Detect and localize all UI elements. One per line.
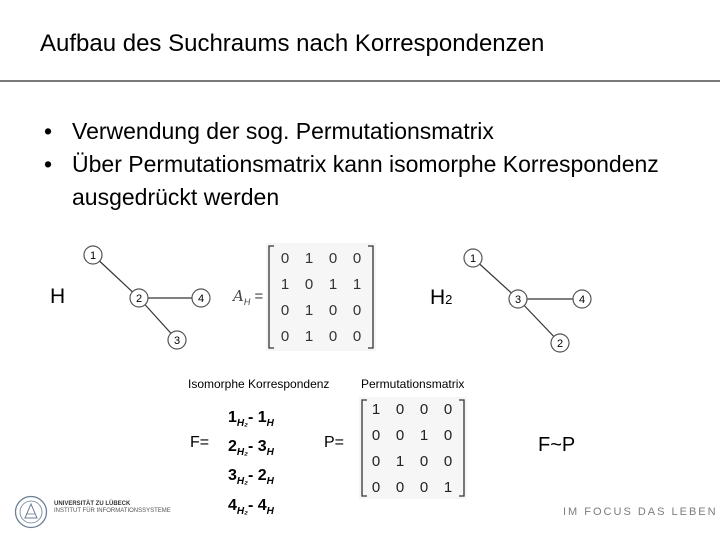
matrix-cell: 1	[443, 479, 453, 496]
matrix-cell: 1	[328, 276, 338, 293]
matrix-cell: 0	[280, 328, 290, 345]
node-label: 3	[173, 335, 181, 347]
correspondence-row: $1_{H_2}-$ $1_H$	[228, 409, 274, 430]
bullet-item	[44, 115, 684, 148]
matrix-cell: 0	[352, 302, 362, 319]
matrix-cell: 1	[419, 427, 429, 444]
matrix-cell: 0	[328, 328, 338, 345]
adjacency-equals: =	[254, 288, 264, 305]
bullet-symbol: •	[44, 151, 53, 177]
matrix-cell: 0	[352, 250, 362, 267]
graph-h2-label-sub: 2	[445, 292, 453, 307]
permutation-matrix	[359, 397, 467, 499]
university-line-2: INSTITUT FÜR INFORMATIONSSYSTEME	[54, 508, 171, 514]
graph-node	[573, 290, 591, 308]
university-name	[54, 501, 171, 515]
correspondence-list	[228, 406, 274, 523]
bullet-text: Über Permutationsmatrix kann isomorphe Korrespondenz ausgedrückt werden	[72, 151, 659, 210]
matrix-cell: 1	[304, 328, 314, 345]
adjacency-label-letter: A	[233, 287, 244, 305]
graph-h2	[455, 242, 605, 360]
matrix-cell: 1	[304, 302, 314, 319]
adjacency-label	[233, 287, 263, 307]
graph-h2-label-letter: H	[430, 286, 446, 309]
matrix-cell: 0	[280, 250, 290, 267]
bullet-list	[44, 115, 684, 214]
matrix-cell: 0	[443, 401, 453, 418]
university-seal-icon	[14, 495, 48, 529]
graph-node	[192, 289, 210, 307]
permutation-prefix: P=	[324, 434, 345, 451]
matrix-cell: 0	[371, 453, 381, 470]
node-label: 1	[469, 253, 477, 265]
bullet-symbol: •	[44, 118, 53, 144]
university-line-1: UNIVERSITÄT ZU LÜBECK	[54, 501, 131, 507]
graph-node	[464, 249, 482, 267]
matrix-cell: 1	[280, 276, 290, 293]
adjacency-matrix	[266, 243, 376, 351]
graph-h-label: H	[50, 285, 66, 308]
footer-slogan: IM FOCUS DAS LEBEN	[563, 506, 718, 518]
matrix-cell: 0	[371, 479, 381, 496]
graph-node	[168, 331, 186, 349]
matrix-cell: 0	[328, 250, 338, 267]
matrix-cell: 0	[280, 302, 290, 319]
matrix-cell: 0	[443, 453, 453, 470]
matrix-cell: 0	[419, 479, 429, 496]
node-label: 2	[556, 338, 564, 350]
node-label: 1	[89, 250, 97, 262]
node-label: 3	[514, 294, 522, 306]
permutation-caption: Permutationsmatrix	[361, 377, 465, 391]
bullet-text: Verwendung der sog. Permutationsmatrix	[72, 118, 494, 144]
matrix-cell: 0	[395, 427, 405, 444]
bullet-item	[44, 148, 684, 214]
graph-node	[130, 289, 148, 307]
correspondence-row: $3_{H_2}-$ $2_H$	[228, 467, 274, 488]
node-label: 2	[135, 293, 143, 305]
matrix-cell: 0	[395, 479, 405, 496]
matrix-cell: 1	[304, 250, 314, 267]
correspondence-prefix: F=	[190, 434, 210, 451]
matrix-cell: 0	[419, 401, 429, 418]
matrix-cell: 1	[395, 453, 405, 470]
graph-h	[75, 238, 225, 358]
matrix-cell: 0	[371, 427, 381, 444]
title-divider	[0, 80, 720, 82]
matrix-cell: 0	[304, 276, 314, 293]
matrix-cell: 0	[352, 328, 362, 345]
graph-node	[551, 334, 569, 352]
graph-node	[84, 246, 102, 264]
slide-title: Aufbau des Suchraums nach Korrespondenzen	[40, 30, 545, 57]
correspondence-row: $2_{H_2}-$ $3_H$	[228, 438, 274, 459]
adjacency-label-sub: H	[243, 297, 251, 307]
relation-label: F~P	[538, 434, 576, 456]
graph-h2-label	[430, 286, 452, 310]
matrix-cell: 1	[352, 276, 362, 293]
matrix-cell: 0	[443, 427, 453, 444]
matrix-cell: 1	[371, 401, 381, 418]
correspondence-row: $4_{H_2}-$ $4_H$	[228, 496, 274, 517]
matrix-cell: 0	[328, 302, 338, 319]
graph-node	[509, 290, 527, 308]
matrix-cell: 0	[419, 453, 429, 470]
node-label: 4	[197, 293, 205, 305]
node-label: 4	[578, 294, 586, 306]
matrix-cell: 0	[395, 401, 405, 418]
correspondence-caption: Isomorphe Korrespondenz	[188, 377, 330, 391]
